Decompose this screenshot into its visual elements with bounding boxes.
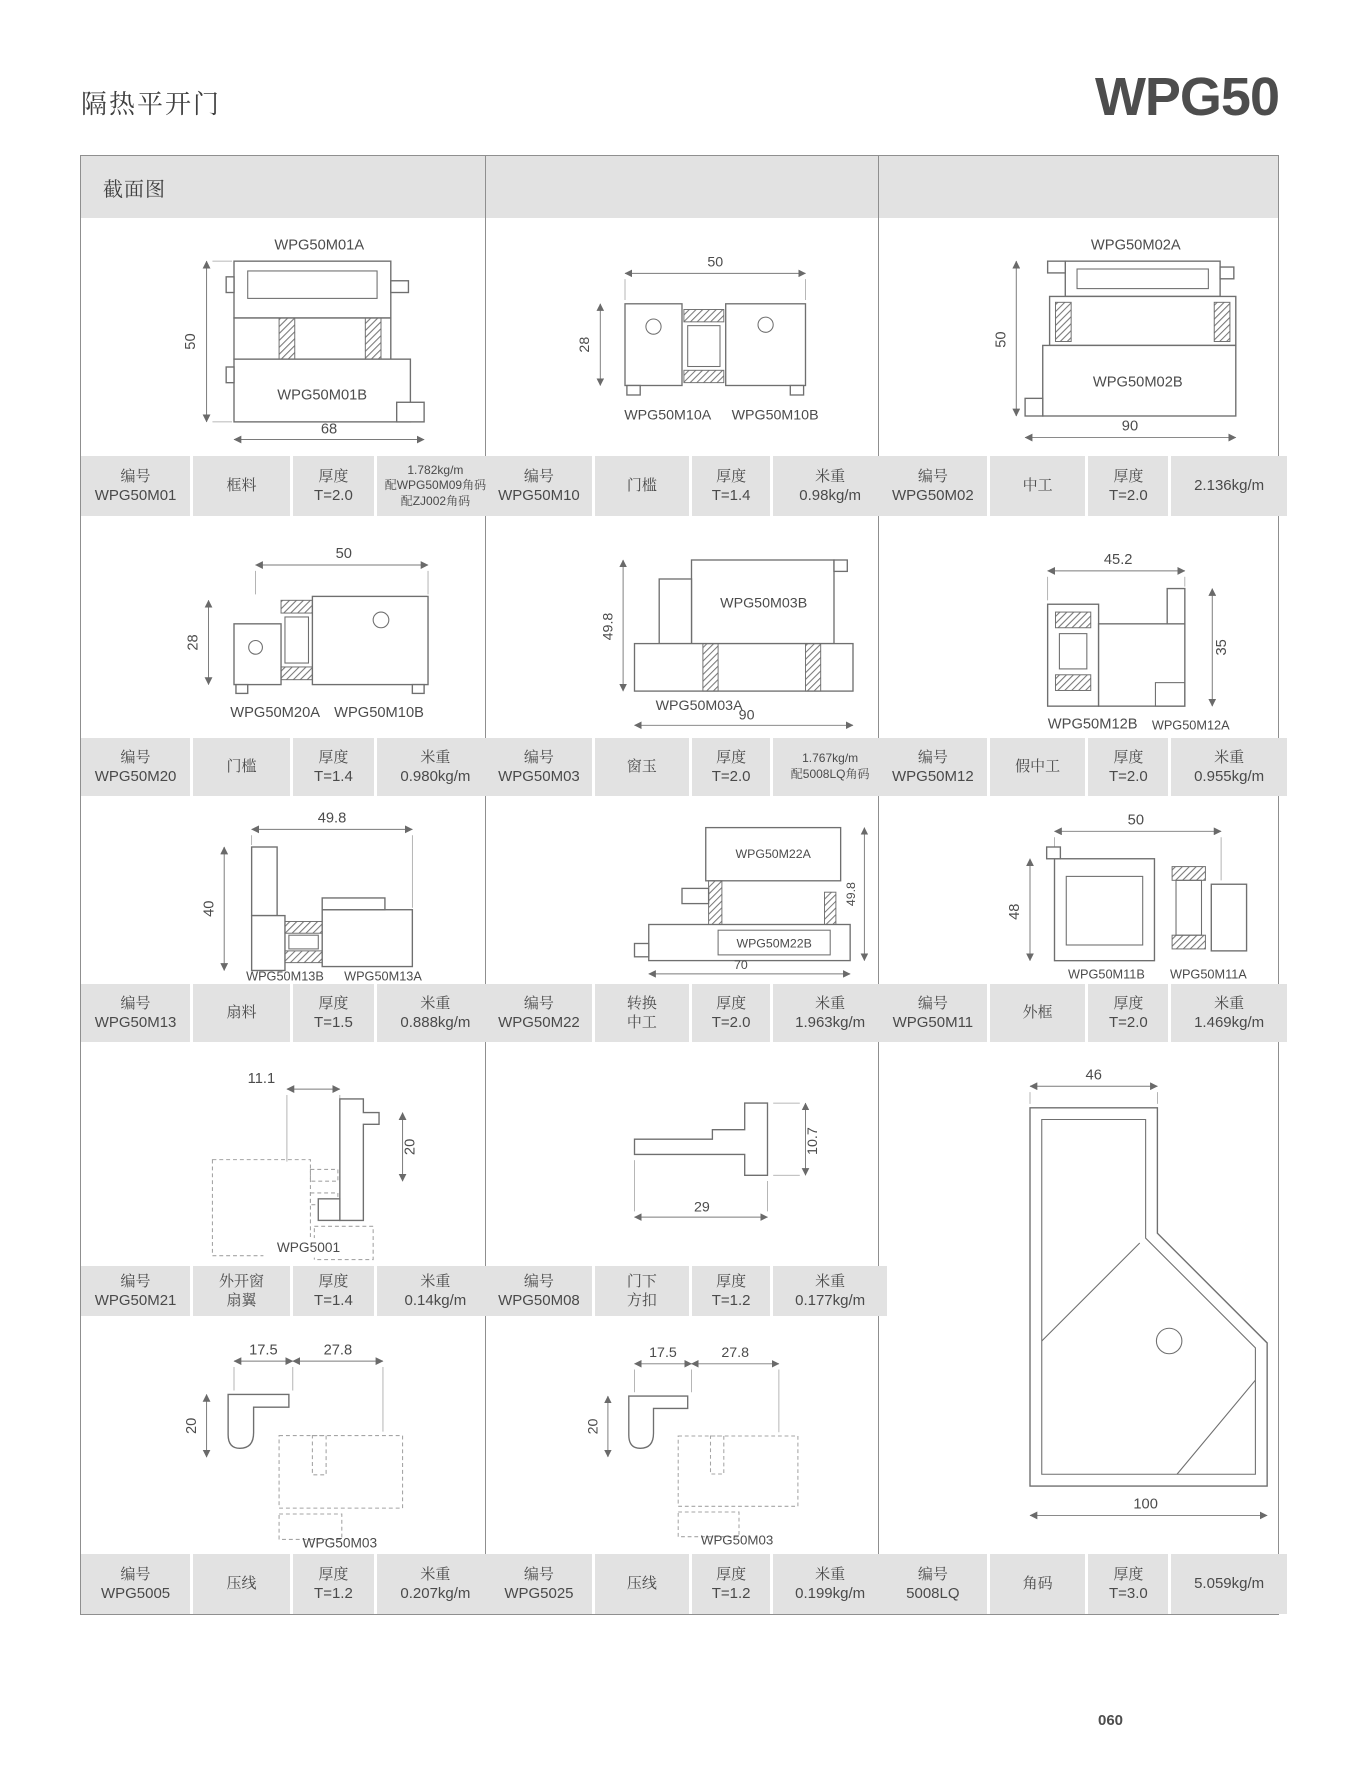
- spec-thickness-cell: [293, 456, 374, 516]
- spec-row-wpg50m10: [486, 456, 879, 516]
- spec-name-cell: [990, 456, 1086, 516]
- spec-row-wpg5025: [486, 1554, 879, 1614]
- spec-thickness-cell: [692, 1266, 770, 1316]
- spec-row-wpg50m20: [81, 738, 486, 796]
- spec-weight-cell: [773, 1266, 887, 1316]
- page-title: 隔热平开门: [81, 89, 222, 119]
- spec-code-label: 编号: [917, 748, 948, 766]
- spec-weight-2: 0.199kg/m: [795, 1585, 866, 1602]
- spec-row-wpg50m08: [486, 1266, 879, 1316]
- spec-weight-2: 0.98kg/m: [799, 487, 861, 504]
- spec-code-cell: [879, 1554, 987, 1614]
- spec-weight-cell: [1171, 738, 1287, 796]
- dim-height: 40: [201, 900, 218, 917]
- spec-thickness-value: T=1.4: [314, 1292, 353, 1309]
- spec-weight-1: 米重: [420, 748, 451, 766]
- spec-code-label: 编号: [523, 994, 554, 1012]
- spec-weight-cell: [377, 1554, 494, 1614]
- profile-label: WPG50M10B: [334, 705, 424, 722]
- spec-weight-1: 米重: [1214, 748, 1245, 766]
- profile-outline: [635, 560, 853, 691]
- spec-row-wpg50m12: [879, 738, 1278, 796]
- spec-name: 角码: [1022, 1575, 1053, 1593]
- section-header-cell: [81, 156, 486, 218]
- drawing-cell-wpg50m13: [81, 796, 486, 984]
- spec-name: 中工: [1022, 477, 1053, 495]
- profile-label: WPG50M11B: [1067, 966, 1145, 982]
- drawing-cell-wpg50m20: [81, 516, 486, 738]
- drawing-cell-wpg50m08: [486, 1042, 879, 1266]
- profile-drawing-wpg50m02: [883, 220, 1275, 453]
- spec-code-cell: [879, 984, 987, 1042]
- spec-name-cell: [990, 984, 1086, 1042]
- spec-name: 扇料: [226, 1004, 257, 1022]
- spec-row-wpg50m01: [81, 456, 486, 516]
- spec-row-wpg50m03: [486, 738, 879, 796]
- profile-outline: [1046, 847, 1246, 961]
- series-model: WPG50: [1094, 67, 1279, 127]
- spec-weight-2: 配5008LQ角码: [790, 767, 870, 781]
- spec-code-cell: [486, 984, 592, 1042]
- spec-thickness-label: 厚度: [1113, 467, 1144, 485]
- spec-weight-1: 米重: [815, 994, 846, 1012]
- profile-outline: [1025, 262, 1236, 417]
- profile-outline: [234, 597, 428, 694]
- profile-label: WPG50M02A: [1090, 237, 1181, 254]
- spec-name-2: 方扣: [626, 1292, 657, 1309]
- page-number: 060: [1098, 1712, 1124, 1729]
- dim-width: 70: [734, 957, 748, 972]
- dim-width: 90: [1121, 419, 1138, 436]
- spec-thickness-label: 厚度: [716, 994, 747, 1012]
- drawing-cell-wpg5025: [486, 1316, 879, 1554]
- dim-width: 100: [1132, 1496, 1158, 1513]
- dim-width: 46: [1085, 1067, 1102, 1084]
- spec-name: 框料: [226, 477, 257, 495]
- drawing-cell-wpg50m02: [879, 218, 1278, 456]
- profile-drawing-wpg50m01: [87, 220, 479, 453]
- profile-label: WPG50M01A: [274, 237, 365, 254]
- spec-row-wpg50m11: [879, 984, 1278, 1042]
- spec-name: 门槛: [226, 758, 257, 776]
- section-header: 截面图: [103, 178, 166, 201]
- spec-thickness-value: T=1.2: [711, 1292, 751, 1309]
- spec-thickness-label: 厚度: [716, 467, 747, 485]
- dim-width: 90: [738, 707, 755, 724]
- spec-code-cell: [486, 456, 592, 516]
- spec-code-value: WPG50M22: [498, 1014, 580, 1031]
- profile-label: WPG50M01B: [277, 387, 368, 404]
- spec-code-label: 编号: [917, 467, 948, 485]
- spec-code-cell: [879, 738, 987, 796]
- spec-weight-cell: [377, 456, 494, 516]
- spec-name-cell: [595, 1554, 689, 1614]
- spec-code-label: 编号: [120, 1565, 151, 1583]
- profile-outline: [625, 304, 805, 395]
- corner-bracket-drawing: [883, 1047, 1275, 1549]
- spec-code-cell: [486, 738, 592, 796]
- profile-label: WPG50M03: [302, 1535, 378, 1551]
- spec-name-cell: [193, 1554, 290, 1614]
- dim-height: 28: [185, 634, 202, 651]
- spec-weight-cell: [773, 984, 887, 1042]
- spec-weight-2: 1.963kg/m: [795, 1014, 866, 1031]
- spec-code-label: 编号: [523, 748, 554, 766]
- spec-weight-cell: [1171, 1554, 1287, 1614]
- profile-label: WPG50M10A: [624, 407, 712, 424]
- spec-thickness-label: 厚度: [716, 1272, 747, 1290]
- profile-label: WPG50M10B: [731, 407, 819, 424]
- dim-height: 20: [183, 1418, 200, 1435]
- spec-code-value: WPG50M03: [498, 768, 580, 785]
- spec-code-label: 编号: [523, 1565, 554, 1583]
- spec-name-cell: [193, 984, 290, 1042]
- profile-drawing-wpg50m13: [87, 798, 479, 982]
- spec-weight-cell: [773, 456, 887, 516]
- spec-thickness-value: T=3.0: [1108, 1585, 1148, 1602]
- spec-thickness-label: 厚度: [318, 748, 349, 766]
- mating-profiles-dashed: [678, 1436, 798, 1537]
- dim-width: 17.5: [649, 1345, 677, 1362]
- spec-row-wpg50m21: [81, 1266, 486, 1316]
- section-header-cell: [879, 156, 1278, 218]
- spec-thickness-value: T=1.2: [711, 1585, 751, 1602]
- spec-code-cell: [879, 456, 987, 516]
- dim-height: 50: [993, 331, 1010, 349]
- spec-weight-cell: [377, 738, 494, 796]
- spec-name-cell: [990, 738, 1086, 796]
- spec-code-value: WPG50M20: [94, 768, 177, 785]
- dim-height: 50: [182, 333, 199, 351]
- drawing-cell-wpg50m12: [879, 516, 1278, 738]
- drawing-cell-wpg5001: [81, 1042, 486, 1266]
- spec-code-label: 编号: [120, 748, 151, 766]
- spec-thickness-cell: [1088, 456, 1168, 516]
- spec-weight-1: 米重: [815, 1272, 846, 1290]
- bracket-outline: [1030, 1108, 1267, 1486]
- spec-name-cell: [990, 1554, 1086, 1614]
- spec-weight-cell: [377, 984, 494, 1042]
- spec-thickness-value: T=1.4: [711, 487, 751, 504]
- dimension-lines: [635, 1103, 806, 1217]
- spec-weight-3: 配ZJ002角码: [400, 493, 471, 508]
- drawing-cell-wpg50m03: [486, 516, 879, 738]
- spec-thickness-cell: [1088, 1554, 1168, 1614]
- spec-weight-1: 米重: [1214, 994, 1245, 1012]
- spec-name: 窗玉: [626, 758, 657, 776]
- profile-label: WPG50M03: [700, 1532, 774, 1548]
- profile-outline: [252, 847, 413, 970]
- spec-name: 门下: [626, 1272, 657, 1290]
- drawing-cell-wpg50m11: [879, 796, 1278, 984]
- spec-weight-2: 配WPG50M09角码: [384, 478, 487, 493]
- spec-row-wpg50m13: [81, 984, 486, 1042]
- profile-table: [80, 155, 1279, 1615]
- spec-row-wpg50m02: [879, 456, 1278, 516]
- spec-name-2: 扇翼: [226, 1292, 257, 1309]
- spec-weight-1: 米重: [420, 1272, 451, 1290]
- spec-name: 压线: [226, 1575, 257, 1593]
- spec-name-cell: [595, 738, 689, 796]
- dim-height: 20: [402, 1138, 419, 1156]
- spec-thickness-value: T=2.0: [711, 768, 751, 785]
- profile-drawing-wpg50m08: [492, 1048, 872, 1261]
- spec-thickness-cell: [692, 1554, 770, 1614]
- spec-name-cell: [595, 1266, 689, 1316]
- spec-weight-2: 1.469kg/m: [1194, 1014, 1265, 1031]
- dim-width: 27.8: [323, 1342, 353, 1359]
- profile-label: WPG50M20A: [230, 705, 321, 722]
- spec-code-cell: [486, 1554, 592, 1614]
- spec-thickness-label: 厚度: [716, 748, 747, 766]
- profile-label: WPG50M13A: [344, 968, 422, 983]
- drawing-cell-wpg50m01: [81, 218, 486, 456]
- spec-code-label: 编号: [917, 1565, 948, 1583]
- spec-name-cell: [595, 984, 689, 1042]
- spec-thickness-label: 厚度: [318, 1565, 349, 1583]
- spec-thickness-value: T=2.0: [314, 487, 353, 504]
- profile-outline: [228, 1395, 289, 1449]
- dim-height: 48: [1006, 903, 1023, 920]
- spec-code-value: WPG50M11: [892, 1014, 974, 1031]
- spec-name: 压线: [626, 1575, 657, 1593]
- spec-thickness-cell: [293, 1266, 374, 1316]
- spec-code-cell: [81, 456, 190, 516]
- spec-weight-2: 0.888kg/m: [400, 1014, 471, 1031]
- profile-label: WPG50M11A: [1169, 966, 1247, 982]
- spec-code-value: WPG50M01: [94, 487, 177, 504]
- dim-height: 35: [1213, 639, 1230, 656]
- profile-drawing-wpg50m20: [87, 518, 479, 736]
- spec-thickness-label: 厚度: [318, 467, 349, 485]
- dim-width: 29: [694, 1198, 710, 1215]
- profile-outline: [629, 1396, 688, 1448]
- dim-height: 20: [585, 1418, 602, 1435]
- spec-name-cell: [193, 1266, 290, 1316]
- spec-name-cell: [595, 456, 689, 516]
- spec-name: 转换: [626, 994, 657, 1012]
- profile-label: WPG50M03A: [655, 697, 743, 714]
- spec-thickness-label: 厚度: [318, 994, 349, 1012]
- profile-label: WPG50M13B: [246, 968, 324, 983]
- spec-name: 外开窗: [219, 1272, 265, 1290]
- profile-drawing-wpg50m22: [492, 801, 872, 980]
- spec-thickness-value: T=1.2: [314, 1585, 353, 1602]
- spec-weight-1: 米重: [815, 1565, 846, 1583]
- spec-code-label: 编号: [523, 1272, 554, 1290]
- profile-outline: [318, 1099, 379, 1221]
- spec-code-label: 编号: [523, 467, 554, 485]
- spec-name-cell: [193, 456, 290, 516]
- spec-code-value: WPG50M12: [892, 768, 974, 785]
- drawing-cell-wpg50m22: [486, 796, 879, 984]
- spec-code-cell: [81, 738, 190, 796]
- spec-code-label: 编号: [917, 994, 948, 1012]
- spec-code-value: WPG50M13: [94, 1014, 177, 1031]
- section-header-cell: [486, 156, 879, 218]
- spec-thickness-label: 厚度: [1113, 1565, 1144, 1583]
- profile-drawing-wpg5005: [87, 1318, 479, 1551]
- spec-code-label: 编号: [120, 1272, 151, 1290]
- dim-width: 50: [335, 546, 352, 563]
- dim-height: 49.8: [843, 881, 858, 906]
- spec-code-cell: [81, 1266, 190, 1316]
- dim-height: 28: [576, 336, 593, 353]
- dim-width: 50: [1127, 812, 1144, 829]
- spec-weight-cell: [377, 1266, 494, 1316]
- spec-weight-2: 0.980kg/m: [400, 768, 471, 785]
- profile-label: WPG50M22B: [736, 935, 812, 950]
- spec-thickness-cell: [1088, 984, 1168, 1042]
- spec-code-value: 5008LQ: [906, 1585, 960, 1602]
- dim-width: 68: [320, 422, 338, 439]
- spec-name: 门槛: [626, 477, 657, 495]
- profile-label: WPG50M03B: [720, 595, 808, 612]
- spec-weight-2: 0.14kg/m: [404, 1292, 467, 1309]
- spec-thickness-label: 厚度: [1113, 994, 1144, 1012]
- spec-code-value: WPG50M02: [892, 487, 974, 504]
- spec-name: 外框: [1022, 1004, 1053, 1022]
- spec-thickness-value: T=2.0: [1108, 768, 1148, 785]
- spec-code-value: WPG5005: [100, 1585, 171, 1602]
- spec-thickness-label: 厚度: [318, 1272, 349, 1290]
- profile-drawing-wpg50m03: [492, 522, 872, 733]
- profile-drawing-wpg5025: [492, 1322, 872, 1548]
- profile-label: WPG50M12A: [1151, 717, 1230, 733]
- profile-label: WPG5001: [276, 1239, 341, 1255]
- dim-width: 11.1: [247, 1071, 276, 1088]
- spec-weight-2: 0.207kg/m: [400, 1585, 471, 1602]
- spec-name-cell: [193, 738, 290, 796]
- spec-weight-1: 米重: [420, 1565, 451, 1583]
- dim-height: 10.7: [804, 1126, 821, 1155]
- spec-weight-cell: [1171, 984, 1287, 1042]
- dim-width: 17.5: [249, 1342, 278, 1359]
- spec-thickness-value: T=2.0: [1108, 487, 1148, 504]
- spec-row-wpg5005: [81, 1554, 486, 1614]
- mating-profiles-dashed: [279, 1436, 402, 1540]
- spec-thickness-value: T=2.0: [1108, 1014, 1148, 1031]
- profile-drawing-wpg50m10: [492, 224, 872, 450]
- dim-width: 49.8: [317, 810, 347, 827]
- spec-thickness-value: T=1.4: [314, 768, 353, 785]
- spec-thickness-cell: [692, 456, 770, 516]
- spec-thickness-cell: [692, 738, 770, 796]
- spec-weight-2: 0.177kg/m: [795, 1292, 866, 1309]
- spec-code-value: WPG50M21: [94, 1292, 177, 1309]
- profile-outline: [635, 1103, 768, 1175]
- dim-height: 49.8: [600, 612, 617, 640]
- spec-code-value: WPG50M10: [498, 487, 580, 504]
- spec-weight-1: 米重: [420, 994, 451, 1012]
- spec-code-value: WPG50M08: [498, 1292, 580, 1309]
- profile-outline: [1047, 589, 1184, 707]
- spec-weight-2: 0.955kg/m: [1194, 768, 1265, 785]
- spec-weight-1: 5.059kg/m: [1194, 1575, 1265, 1593]
- spec-row-5008lq: [879, 1554, 1278, 1614]
- spec-weight-1: 1.782kg/m: [407, 462, 464, 477]
- spec-thickness-label: 厚度: [716, 1565, 747, 1583]
- spec-thickness-value: T=1.5: [314, 1014, 353, 1031]
- spec-thickness-cell: [293, 984, 374, 1042]
- drawing-cell-wpg5005: [81, 1316, 486, 1554]
- profile-drawing-wpg50m11: [883, 798, 1275, 982]
- spec-row-wpg50m22: [486, 984, 879, 1042]
- spec-name: 假中工: [1015, 758, 1061, 776]
- spec-code-label: 编号: [120, 467, 151, 485]
- spec-thickness-cell: [293, 1554, 374, 1614]
- profile-label: WPG50M12B: [1047, 716, 1138, 733]
- spec-thickness-value: T=2.0: [711, 1014, 751, 1031]
- spec-weight-1: 米重: [815, 467, 846, 485]
- spec-weight-cell: [773, 738, 887, 796]
- profile-label: WPG50M22A: [735, 846, 811, 861]
- dim-width: 50: [707, 254, 724, 271]
- profile-drawing-wpg5001: [87, 1044, 479, 1264]
- drawing-cell-corner-bracket: [879, 1042, 1278, 1554]
- profile-drawing-wpg50m12: [883, 518, 1275, 736]
- spec-weight-cell: [1171, 456, 1287, 516]
- spec-weight-cell: [773, 1554, 887, 1614]
- profile-label: WPG50M02B: [1092, 374, 1183, 391]
- spec-weight-1: 2.136kg/m: [1194, 477, 1265, 495]
- spec-weight-1: 1.767kg/m: [802, 751, 859, 766]
- dim-width: 27.8: [721, 1345, 750, 1362]
- dim-width: 45.2: [1103, 552, 1132, 569]
- spec-code-cell: [81, 984, 190, 1042]
- spec-thickness-cell: [1088, 738, 1168, 796]
- drawing-cell-wpg50m10: [486, 218, 879, 456]
- spec-name-2: 中工: [626, 1014, 657, 1031]
- spec-code-cell: [486, 1266, 592, 1316]
- spec-thickness-label: 厚度: [1113, 748, 1144, 766]
- spec-code-value: WPG5025: [504, 1585, 574, 1602]
- spec-thickness-cell: [293, 738, 374, 796]
- spec-code-cell: [81, 1554, 190, 1614]
- spec-code-label: 编号: [120, 994, 151, 1012]
- spec-thickness-cell: [692, 984, 770, 1042]
